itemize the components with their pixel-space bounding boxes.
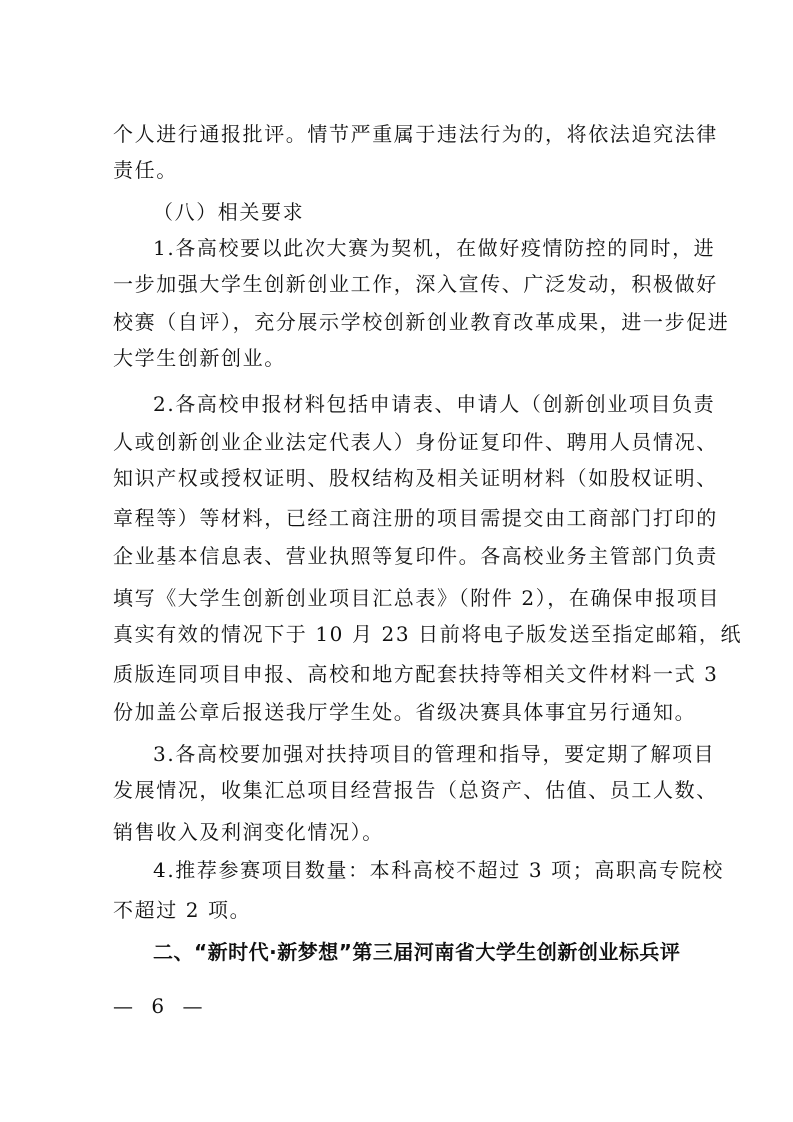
body-text-line: 4.推荐参赛项目数量：本科高校不超过 3 项；高职高专院校 xyxy=(153,858,724,882)
body-text-line: 大学生创新创业。 xyxy=(113,346,286,370)
body-text-line: 不超过 2 项。 xyxy=(113,898,252,922)
body-text-line: 销售收入及利润变化情况）。 xyxy=(113,820,384,844)
page-number: — 6 — xyxy=(113,994,209,1018)
body-text-line: 人或创新创业企业法定代表人）身份证复印件、聘用人员情况、 xyxy=(113,430,718,454)
body-text-line: 真实有效的情况下于 10 月 23 日前将电子版发送至指定邮箱，纸 xyxy=(113,622,743,646)
body-text-line: 填写《大学生创新创业项目汇总表》（附件 2），在确保申报项目 xyxy=(113,586,721,610)
body-text-line: 2.各高校申报材料包括申请表、申请人（创新创业项目负责 xyxy=(153,392,716,416)
body-text-line: 质版连同项目申报、高校和地方配套扶持等相关文件材料一式 3 xyxy=(113,662,719,686)
body-text-line: 个人进行通报批评。情节严重属于违法行为的，将依法追究法律 xyxy=(113,122,718,146)
body-text-line: 校赛（自评），充分展示学校创新创业教育改革成果，进一步促进 xyxy=(113,310,730,334)
body-text-line: 1.各高校要以此次大赛为契机，在做好疫情防控的同时，进 xyxy=(153,236,716,260)
body-text-line: 企业基本信息表、营业执照等复印件。各高校业务主管部门负责 xyxy=(113,544,718,568)
body-text-line: 一步加强大学生创新创业工作，深入宣传、广泛发动，积极做好 xyxy=(113,272,718,296)
section-heading: （八）相关要求 xyxy=(153,200,305,224)
body-text-line: 3.各高校要加强对扶持项目的管理和指导，要定期了解项目 xyxy=(153,742,716,766)
body-text-line: 知识产权或授权证明、股权结构及相关证明材料（如股权证明、 xyxy=(113,466,718,490)
section-title: 二、“新时代·新梦想”第三届河南省大学生创新创业标兵评 xyxy=(153,940,681,964)
body-text-line: 发展情况，收集汇总项目经营报告（总资产、估值、员工人数、 xyxy=(113,778,718,802)
body-text-line: 章程等）等材料，已经工商注册的项目需提交由工商部门打印的 xyxy=(113,506,718,530)
body-text-line: 责任。 xyxy=(113,158,178,182)
body-text-line: 份加盖公章后报送我厅学生处。省级决赛具体事宜另行通知。 xyxy=(113,700,697,724)
